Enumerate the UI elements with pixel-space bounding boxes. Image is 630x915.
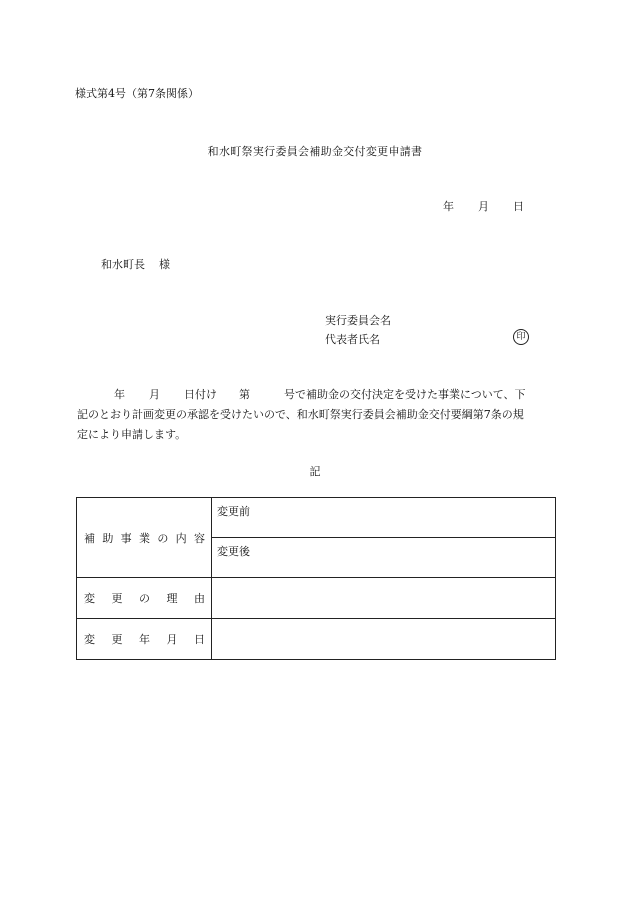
body-line-1 [77, 385, 555, 405]
document-title: 和水町祭実行委員会補助金交付変更申請書 [207, 145, 423, 158]
date-year: 年 [443, 200, 454, 213]
date-month: 月 [478, 200, 489, 213]
date-day: 日 [513, 200, 524, 213]
application-body [77, 385, 555, 445]
change-details-table [76, 497, 556, 660]
ki-heading: 記 [309, 465, 321, 478]
seal-mark: 印 [513, 329, 529, 345]
body-year: 年 [114, 388, 125, 401]
addressee-name: 和水町長 [101, 258, 145, 271]
date-line [443, 198, 524, 214]
before-change-label: 変更前 [217, 505, 250, 518]
body-month: 月 [149, 388, 160, 401]
change-date-cell[interactable] [212, 619, 556, 660]
org-name-label: 実行委員会名 [325, 314, 391, 327]
addressee [101, 256, 170, 272]
body-dated: 日付け [184, 388, 217, 401]
change-reason-header: 変更の理由 [77, 578, 212, 619]
change-date-header: 変更年月日 [77, 619, 212, 660]
representative-name-label: 代表者氏名 [325, 333, 380, 346]
project-content-header: 補助事業の内容 [77, 498, 212, 578]
after-change-cell[interactable] [212, 538, 556, 578]
change-reason-cell[interactable] [212, 578, 556, 619]
body-line-3: 定により申請します。 [77, 428, 187, 441]
before-change-cell[interactable] [212, 498, 556, 538]
body-line-2: 記のとおり計画変更の承認を受けたいので、和水町祭実行委員会補助金交付要綱第7条の規 [77, 408, 524, 421]
addressee-honorific: 様 [159, 258, 170, 271]
body-line-1-rest: 号で補助金の交付決定を受けた事業について、下 [284, 388, 526, 401]
after-change-label: 変更後 [217, 545, 250, 558]
form-number: 様式第4号（第7条関係） [75, 87, 199, 100]
body-number-prefix: 第 [239, 388, 250, 401]
